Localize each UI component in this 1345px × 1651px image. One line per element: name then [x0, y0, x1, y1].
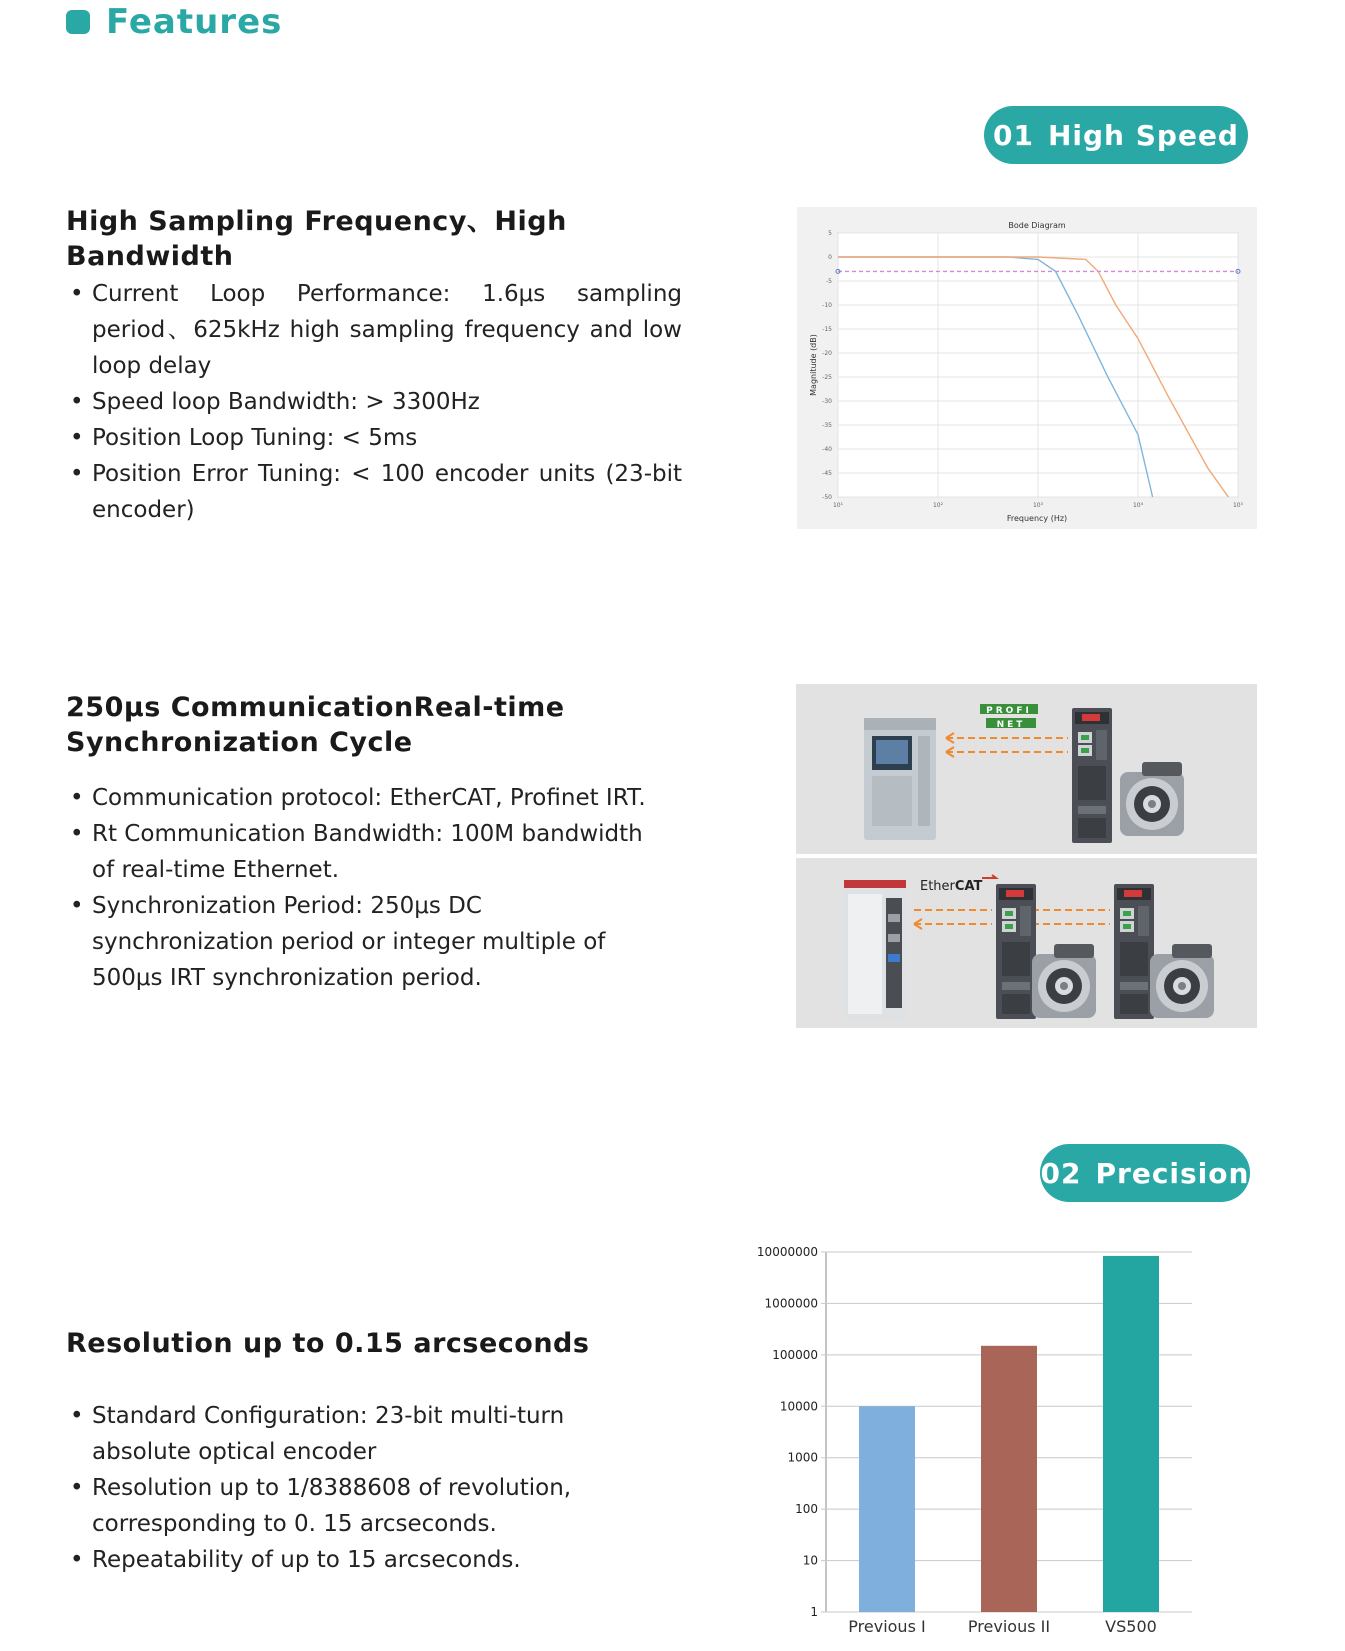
list-item: • Synchronization Period: 250μs DC synchronization period or integer multiple of 500μs IRT synchronization period.: [66, 888, 666, 996]
ipc-controller: [844, 880, 906, 1020]
x-tick-label: 10¹: [832, 502, 844, 509]
list-sampling: [66, 276, 682, 528]
badge-label: Precision: [1095, 1156, 1250, 1190]
list-item: • Repeatability of up to 15 arcseconds.: [66, 1542, 626, 1578]
y-tick-label: -45: [822, 470, 832, 477]
x-tick-label: 10⁵: [1232, 502, 1244, 509]
y-tick-label: 100000: [772, 1347, 818, 1362]
x-category-label: VS500: [1105, 1617, 1157, 1636]
section-title-line1: 250μs CommunicationReal-time: [66, 692, 565, 723]
servo-drive: [1072, 708, 1112, 843]
list-item: • Position Error Tuning: < 100 encoder units (23-bit encoder): [66, 456, 682, 528]
y-tick-label: -25: [822, 374, 832, 381]
y-tick-label: -20: [822, 350, 832, 357]
list-item: • Standard Configuration: 23-bit multi-turn absolute optical encoder: [66, 1398, 626, 1470]
x-tick-label: 10⁴: [1132, 502, 1144, 509]
section-title-resolution: Resolution up to 0.15 arcseconds: [66, 1328, 590, 1359]
servo-motor: [1120, 762, 1184, 836]
section-title-communication: [66, 690, 565, 760]
y-tick-label: -35: [822, 422, 832, 429]
y-tick-label: 100: [795, 1502, 818, 1517]
y-tick-label: -40: [822, 446, 832, 453]
list-item: • Current Loop Performance: 1.6μs sampling period、625kHz high sampling frequency and low loop delay: [66, 276, 682, 384]
servo-motor: [1150, 944, 1214, 1018]
x-category-label: Previous I: [848, 1617, 926, 1636]
y-tick-label: -15: [822, 326, 832, 333]
y-tick-label: 10000: [779, 1399, 818, 1414]
section-title-sampling: High Sampling Frequency、High Bandwidth: [66, 206, 567, 272]
network-diagram: [796, 684, 1257, 1028]
ethercat-text-a: Ether: [920, 879, 955, 894]
y-tick-label: 10000000: [756, 1245, 818, 1259]
features-icon: [66, 10, 90, 34]
y-tick-label: 0: [828, 254, 832, 261]
page-title: Features: [106, 2, 283, 42]
y-tick-label: 10: [802, 1553, 818, 1568]
bar-previous-ii: [981, 1346, 1037, 1612]
plc-controller: [864, 718, 936, 840]
list-item: • Speed loop Bandwidth: > 3300Hz: [66, 384, 682, 420]
bar-previous-i: [859, 1406, 915, 1612]
list-item: • Resolution up to 1/8388608 of revolution, corresponding to 0. 15 arcseconds.: [66, 1470, 626, 1542]
y-tick-label: -5: [826, 278, 832, 285]
profinet-text-top: PROFI: [986, 706, 1032, 716]
badge-number: 02: [1040, 1156, 1082, 1190]
y-tick-label: -50: [822, 494, 832, 501]
y-tick-label: 1000: [787, 1450, 818, 1465]
list-item: • Rt Communication Bandwidth: 100M bandwidth of real-time Ethernet.: [66, 816, 666, 888]
badge-high-speed: [984, 106, 1248, 164]
bar-vs500: [1103, 1256, 1159, 1612]
bode-xlabel: Frequency (Hz): [1006, 514, 1068, 523]
servo-motor: [1032, 944, 1096, 1018]
y-tick-label: 1: [810, 1605, 818, 1619]
bode-diagram: [797, 207, 1257, 529]
x-category-label: Previous II: [967, 1617, 1051, 1636]
badge-number: 01: [993, 118, 1034, 152]
y-tick-label: 5: [828, 230, 832, 237]
list-item: • Position Loop Tuning: < 5ms: [66, 420, 682, 456]
y-tick-label: -30: [822, 398, 832, 405]
x-tick-label: 10²: [932, 502, 944, 509]
list-communication: [66, 780, 666, 996]
badge-precision: [1040, 1144, 1250, 1202]
svg-text:EtherCAT: [920, 879, 982, 894]
list-item: • Communication protocol: EtherCAT, Profinet IRT.: [66, 780, 666, 816]
y-tick-label: -10: [822, 302, 832, 309]
bode-ylabel: Magnitude (dB): [809, 334, 818, 396]
servo-drive: [996, 884, 1036, 1019]
section-title-line2: Synchronization Cycle: [66, 727, 413, 758]
y-tick-label: 1000000: [764, 1296, 818, 1311]
list-resolution: [66, 1398, 626, 1578]
x-tick-label: 10³: [1032, 502, 1044, 509]
bode-title: Bode Diagram: [1008, 221, 1066, 230]
ethercat-text-b: CAT: [954, 879, 983, 894]
servo-drive: [1114, 884, 1154, 1019]
badge-label: High Speed: [1047, 118, 1239, 152]
resolution-bar-chart: [752, 1240, 1272, 1640]
profinet-text-bottom: NET: [996, 720, 1026, 730]
